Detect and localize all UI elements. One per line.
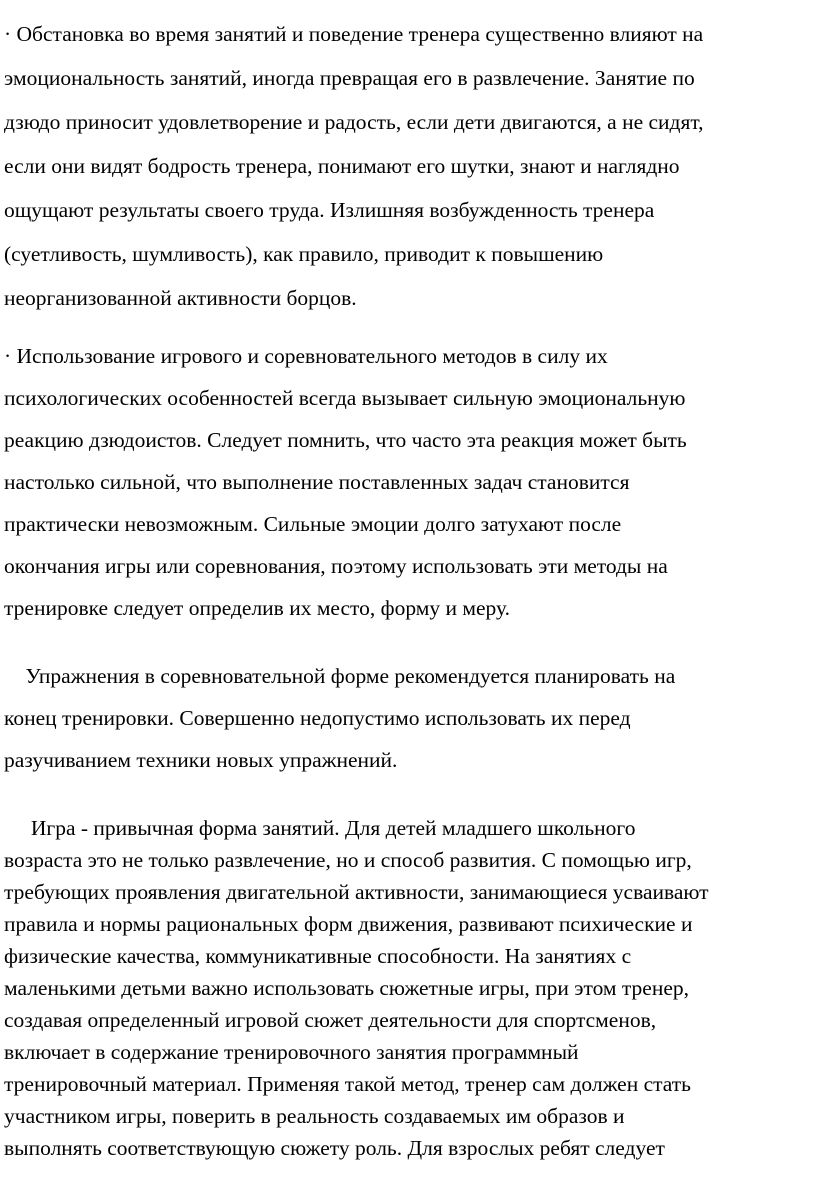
document-page: · Обстановка во время занятий и поведение тренера существенно влияют на эмоциональность занятий, иногда превращая его в развлечение. Занятие по дзюдо приносит удовлетворение и радость, если дети двигаются, а не сидят, если они видят бодрость тренера, понимают его шутки, знают и наглядно ощущают результаты своего труда. Излишняя возбужденность тренера (суетливость, шумливость), как правило, приводит к повышению неорганизованной активности борцов. · Использование игрового и соревновательного методов в силу их психологических особенностей всегда вызывает сильную эмоциональную реакцию дзюдоистов. Следует помнить, что часто эта реакция может быть настолько сильной, что выполнение поставленных задач становится практически невозможным. Сильные эмоции долго затухают после окончания игры или соревнования, поэтому использовать эти методы на тренировке следует определив их место, форму и меру. Упражнения в соревновательной форме рекомендуется планировать на конец тренировки. Совершенно недопустимо использовать их перед разучиванием техники новых упражнений. Игра - привычная форма занятий. Для детей младшего школьного возраста это не только развлечение, но и способ развития. С помощью игр, требующих проявления двигательной активности, занимающиеся усваивают правила и нормы рациональных форм движения, развивают психические и физические качества, коммуникативные способности. На занятиях с маленькими детьми важно использовать сюжетные игры, при этом тренер, создавая определенный игровой сюжет деятельности для спортсменов, включает в содержание тренировочного занятия программный тренировочный материал. Применяя такой метод, тренер сам должен стать участником игры, поверить в реальность создаваемых им образов и выполнять соответствующую сюжету роль. Для взрослых ребят следует <box>4 22 709 1160</box>
